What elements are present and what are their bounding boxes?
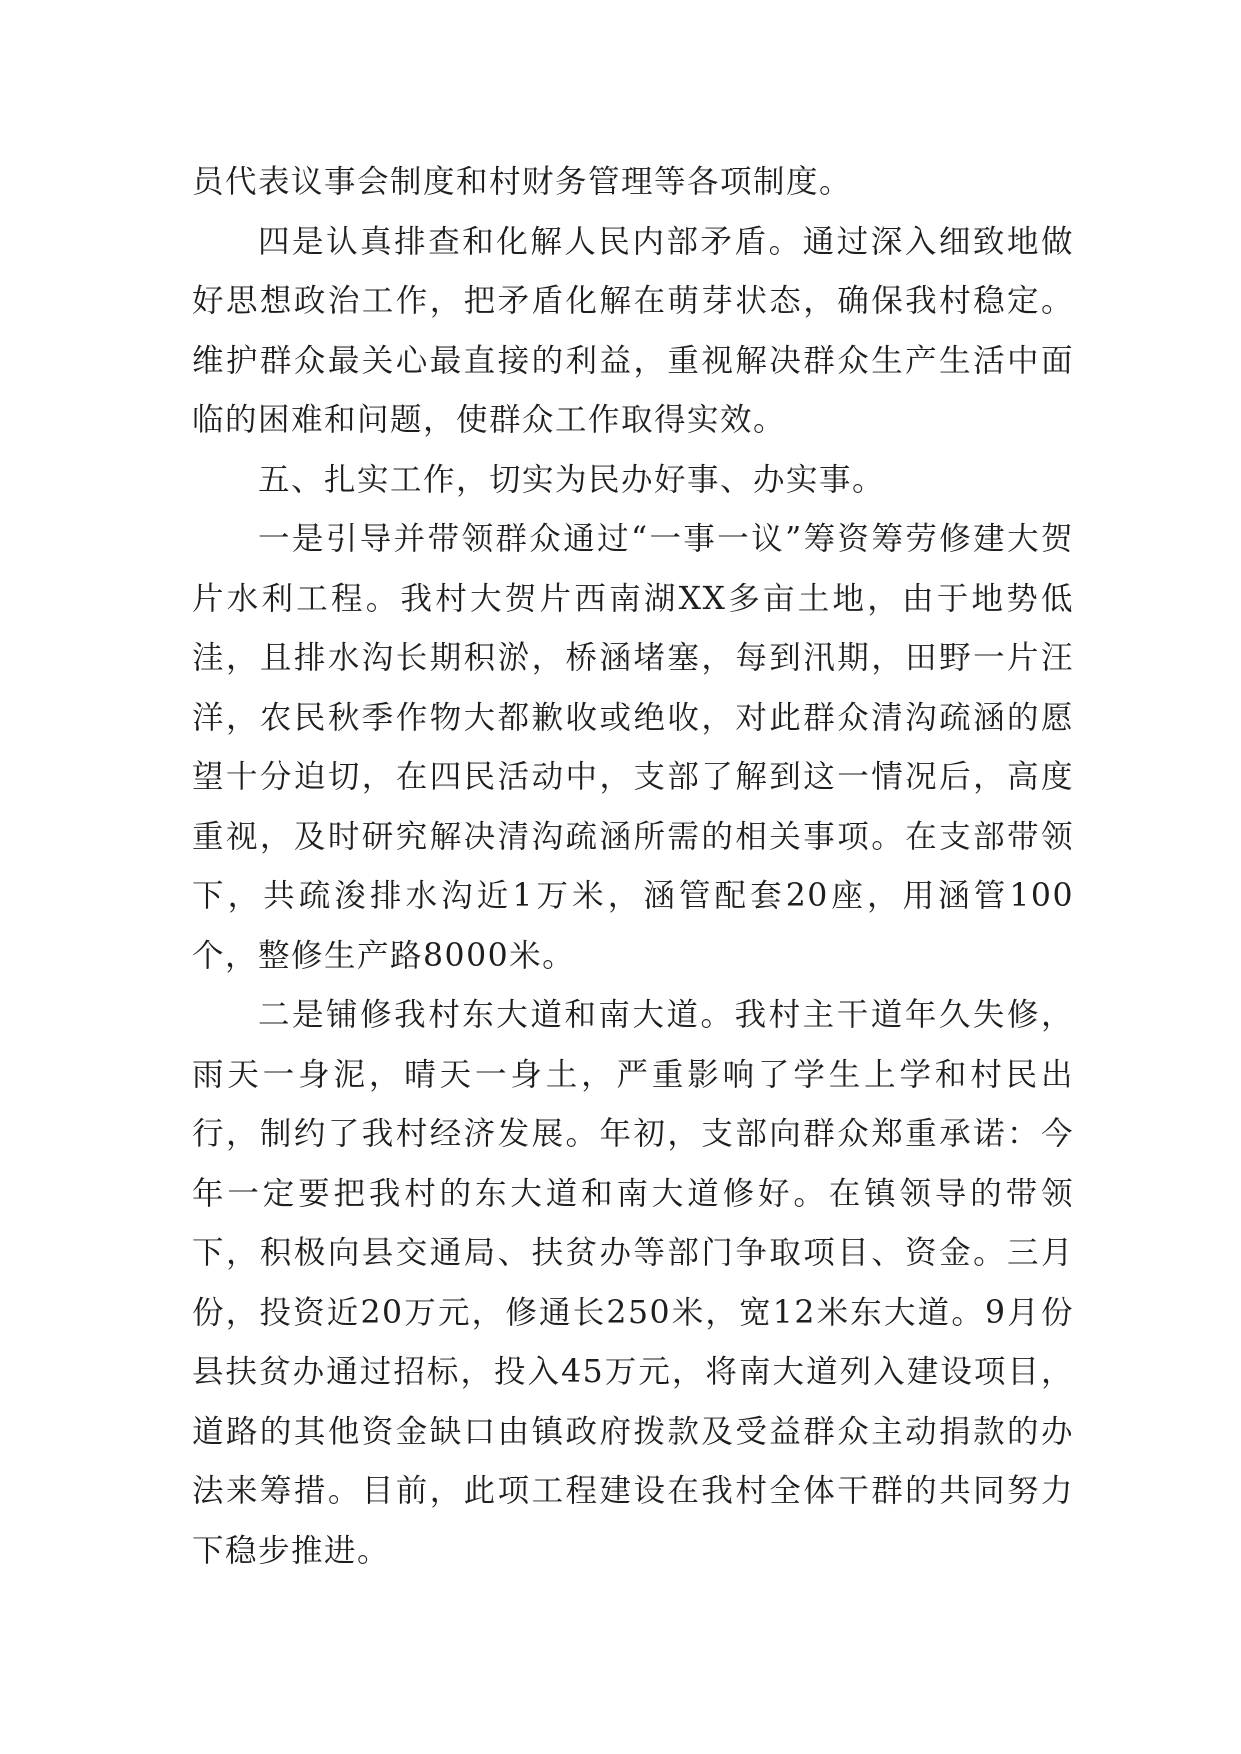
- document-body: [192, 153, 1074, 1581]
- paragraph-3: 五、扎实工作，切实为民办好事、办实事。: [258, 461, 886, 498]
- paragraph-5: 二是铺修我村东大道和南大道。我村主干道年久失修，雨天一身泥，晴天一身土，严重影响了学生上学和村民出行，制约了我村经济发展。年初，支部向群众郑重承诺：今年一定要把我村的东大道和南大道修好。在镇领导的带领下，积极向县交通局、扶贫办等部门争取项目、资金。三月份，投资近20万元，修通长250米，宽12米东大道。9月份县扶贫办通过招标，投入45万元，将南大道列入建设项目，道路的其他资金缺口由镇政府拨款及受益群众主动捐款的办法来筹措。目前，此项工程建设在我村全体干群的共同努力下稳步推进。: [192, 997, 1074, 1569]
- paragraph-2: 四是认真排查和化解人民内部矛盾。通过深入细致地做好思想政治工作，把矛盾化解在萌芽状态，确保我村稳定。维护群众最关心最直接的利益，重视解决群众生产生活中面临的困难和问题，使群众工作取得实效。: [192, 223, 1074, 438]
- paragraph-1: 员代表议事会制度和村财务管理等各项制度。: [192, 164, 853, 200]
- paragraph-4: 一是引导并带领群众通过“一事一议”筹资筹劳修建大贺片水利工程。我村大贺片西南湖XX多亩土地，由于地势低洼，且排水沟长期积淤，桥涵堵塞，每到汛期，田野一片汪洋，农民秋季作物大都歉收或绝收，对此群众清沟疏涵的愿望十分迫切，在四民活动中，支部了解到这一情况后，高度重视，及时研究解决清沟疏涵所需的相关事项。在支部带领下，共疏浚排水沟近1万米，涵管配套20座，用涵管100个，整修生产路8000米。: [192, 521, 1074, 974]
